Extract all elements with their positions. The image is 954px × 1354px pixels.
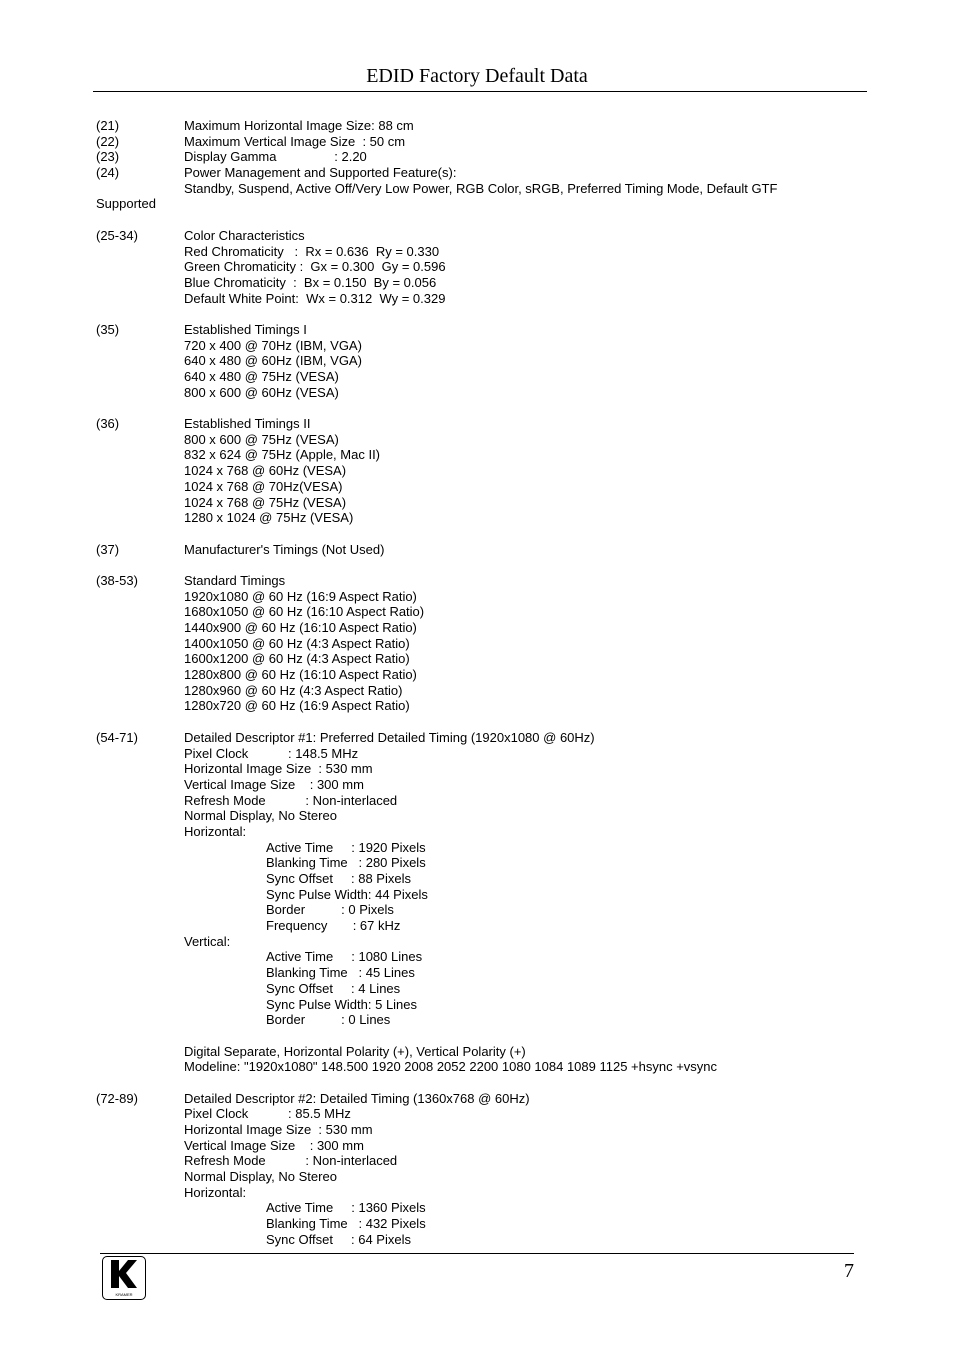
line-text: Border : 0 Lines (266, 1012, 391, 1028)
byte-range-label: Supported (96, 196, 156, 212)
line-text: Manufacturer's Timings (Not Used) (184, 541, 385, 557)
line-text: Color Characteristics (184, 227, 305, 243)
blank-line (0, 526, 954, 542)
line-text: Active Time : 1080 Lines (266, 949, 423, 965)
line-text: 800 x 600 @ 75Hz (VESA) (184, 431, 339, 447)
data-line (0, 196, 954, 212)
data-line (0, 730, 954, 746)
line-text: Vertical Image Size : 300 mm (184, 776, 364, 792)
line-text: Default White Point: Wx = 0.312 Wy = 0.329 (184, 290, 446, 306)
line-text: 1280x800 @ 60 Hz (16:10 Aspect Ratio) (184, 667, 417, 683)
byte-range-label: (24) (96, 165, 120, 181)
data-line (0, 604, 954, 620)
byte-range-label: (25-34) (96, 227, 138, 243)
line-text: Maximum Vertical Image Size : 50 cm (184, 133, 406, 149)
line-text: Blue Chromaticity : Bx = 0.150 By = 0.056 (184, 274, 437, 290)
data-line (0, 1106, 954, 1122)
data-line (0, 244, 954, 260)
line-text: Blanking Time : 45 Lines (266, 965, 415, 981)
line-text: 800 x 600 @ 60Hz (VESA) (184, 384, 339, 400)
line-text: Sync Offset : 4 Lines (266, 980, 401, 996)
data-line (0, 918, 954, 934)
data-line (0, 291, 954, 307)
kramer-logo (102, 1256, 146, 1300)
data-line (0, 965, 954, 981)
data-line (0, 746, 954, 762)
data-line (0, 463, 954, 479)
data-line (0, 1091, 954, 1107)
line-text: 1440x900 @ 60 Hz (16:10 Aspect Ratio) (184, 620, 417, 635)
line-text: 640 x 480 @ 60Hz (IBM, VGA) (184, 353, 362, 369)
data-line (0, 432, 954, 448)
data-line (0, 338, 954, 354)
line-text: Maximum Horizontal Image Size: 88 cm (184, 118, 414, 133)
line-text: Frequency : 67 kHz (266, 918, 401, 934)
data-line (0, 118, 954, 134)
line-text: Border : 0 Pixels (266, 902, 394, 918)
line-text: Green Chromaticity : Gx = 0.300 Gy = 0.596 (184, 259, 446, 275)
data-line (0, 1153, 954, 1169)
line-text: Standby, Suspend, Active Off/Very Low Power, RGB Color, sRGB, Preferred Timing Mode, Default GTF (184, 180, 778, 196)
byte-range-label: (35) (96, 321, 120, 337)
data-line (0, 1122, 954, 1138)
line-text: Pixel Clock : 85.5 MHz (184, 1106, 351, 1122)
line-text: Normal Display, No Stereo (184, 1169, 337, 1185)
data-line (0, 620, 954, 636)
line-text: 1600x1200 @ 60 Hz (4:3 Aspect Ratio) (184, 651, 410, 667)
line-text: Sync Pulse Width: 5 Lines (266, 996, 418, 1012)
edid-data-list (0, 118, 954, 1248)
data-line (0, 902, 954, 918)
line-text: Detailed Descriptor #1: Preferred Detailed Timing (1920x1080 @ 60Hz) (184, 729, 595, 745)
data-line (0, 683, 954, 699)
byte-range-label: (72-89) (96, 1090, 138, 1106)
line-text: 1024 x 768 @ 70Hz(VESA) (184, 478, 343, 494)
data-line (0, 840, 954, 856)
data-line (0, 149, 954, 165)
data-line (0, 761, 954, 777)
byte-range-label: (37) (96, 541, 120, 557)
data-line (0, 1044, 954, 1060)
data-line (0, 981, 954, 997)
data-line (0, 1138, 954, 1154)
data-line (0, 855, 954, 871)
data-line (0, 636, 954, 652)
data-line (0, 698, 954, 714)
blank-line (0, 400, 954, 416)
line-text: 640 x 480 @ 75Hz (VESA) (184, 369, 339, 384)
line-text: Established Timings II (184, 416, 311, 432)
line-text: Active Time : 1920 Pixels (266, 839, 426, 855)
line-text: Sync Offset : 64 Pixels (266, 1231, 411, 1247)
data-line (0, 416, 954, 432)
line-text: Sync Offset : 88 Pixels (266, 871, 411, 886)
data-line (0, 259, 954, 275)
data-line (0, 495, 954, 511)
data-line (0, 479, 954, 495)
kramer-k-icon (103, 1257, 144, 1291)
byte-range-label: (23) (96, 149, 120, 165)
data-line (0, 934, 954, 950)
line-text: 1024 x 768 @ 60Hz (VESA) (184, 463, 347, 479)
data-line (0, 949, 954, 965)
line-text: Vertical Image Size : 300 mm (184, 1137, 364, 1153)
data-line (0, 181, 954, 197)
line-text: 832 x 624 @ 75Hz (Apple, Mac II) (184, 447, 381, 463)
line-text: Active Time : 1360 Pixels (266, 1200, 426, 1216)
line-text: Standard Timings (184, 572, 286, 588)
line-text: Vertical: (184, 933, 231, 949)
data-line (0, 385, 954, 401)
data-line (0, 353, 954, 369)
data-line (0, 165, 954, 181)
blank-line (0, 557, 954, 573)
data-line (0, 1169, 954, 1185)
blank-line (0, 306, 954, 322)
data-line (0, 1232, 954, 1248)
data-line (0, 134, 954, 150)
blank-line (0, 1028, 954, 1044)
data-line (0, 369, 954, 385)
data-line (0, 871, 954, 887)
logo-caption: KRAMER (115, 1292, 133, 1297)
line-text: Power Management and Supported Feature(s): (184, 165, 457, 181)
line-text: Blanking Time : 280 Pixels (266, 855, 426, 871)
data-line (0, 808, 954, 824)
header-divider (93, 91, 867, 92)
line-text: Horizontal: (184, 823, 247, 839)
byte-range-label: (22) (96, 133, 120, 149)
byte-range-label: (21) (96, 118, 120, 133)
data-line (0, 887, 954, 903)
line-text: Horizontal Image Size : 530 mm (184, 1122, 373, 1137)
data-line (0, 573, 954, 589)
data-line (0, 1012, 954, 1028)
line-text: Refresh Mode : Non-interlaced (184, 792, 398, 808)
line-text: Digital Separate, Horizontal Polarity (+), Vertical Polarity (+) (184, 1043, 526, 1059)
line-text: 1024 x 768 @ 75Hz (VESA) (184, 494, 347, 510)
data-line (0, 1185, 954, 1201)
byte-range-label: (36) (96, 416, 120, 432)
line-text: 1280x960 @ 60 Hz (4:3 Aspect Ratio) (184, 682, 403, 698)
data-line (0, 447, 954, 463)
line-text: Red Chromaticity : Rx = 0.636 Ry = 0.330 (184, 243, 440, 259)
data-line (0, 793, 954, 809)
data-line (0, 1059, 954, 1075)
line-text: 1400x1050 @ 60 Hz (4:3 Aspect Ratio) (184, 635, 410, 651)
line-text: Normal Display, No Stereo (184, 808, 337, 824)
line-text: Sync Pulse Width: 44 Pixels (266, 886, 428, 902)
data-line (0, 510, 954, 526)
line-text: Display Gamma : 2.20 (184, 149, 367, 165)
line-text: Refresh Mode : Non-interlaced (184, 1153, 398, 1169)
data-line (0, 824, 954, 840)
data-line (0, 275, 954, 291)
data-line (0, 1200, 954, 1216)
line-text: 1920x1080 @ 60 Hz (16:9 Aspect Ratio) (184, 588, 417, 604)
data-line (0, 589, 954, 605)
data-line (0, 228, 954, 244)
blank-line (0, 714, 954, 730)
line-text: 1680x1050 @ 60 Hz (16:10 Aspect Ratio) (184, 604, 425, 620)
line-text: 720 x 400 @ 70Hz (IBM, VGA) (184, 337, 362, 353)
line-text: Blanking Time : 432 Pixels (266, 1216, 426, 1232)
line-text: Horizontal: (184, 1184, 247, 1200)
footer-divider (100, 1253, 854, 1254)
byte-range-label: (54-71) (96, 729, 138, 745)
data-line (0, 997, 954, 1013)
page-number: 7 (844, 1260, 854, 1282)
data-line (0, 542, 954, 558)
line-text: 1280 x 1024 @ 75Hz (VESA) (184, 510, 354, 526)
line-text: Modeline: "1920x1080" 148.500 1920 2008 2052 2200 1080 1084 1089 1125 +hsync +vsync (184, 1059, 718, 1075)
line-text: Horizontal Image Size : 530 mm (184, 761, 373, 777)
line-text: Detailed Descriptor #2: Detailed Timing (1360x768 @ 60Hz) (184, 1090, 530, 1106)
data-line (0, 667, 954, 683)
byte-range-label: (38-53) (96, 572, 138, 588)
data-line (0, 651, 954, 667)
data-line (0, 1216, 954, 1232)
data-line (0, 322, 954, 338)
line-text: 1280x720 @ 60 Hz (16:9 Aspect Ratio) (184, 698, 410, 714)
line-text: Established Timings I (184, 321, 307, 337)
page-title: EDID Factory Default Data (366, 65, 588, 87)
blank-line (0, 1075, 954, 1091)
data-line (0, 777, 954, 793)
blank-line (0, 212, 954, 228)
line-text: Pixel Clock : 148.5 MHz (184, 745, 359, 761)
